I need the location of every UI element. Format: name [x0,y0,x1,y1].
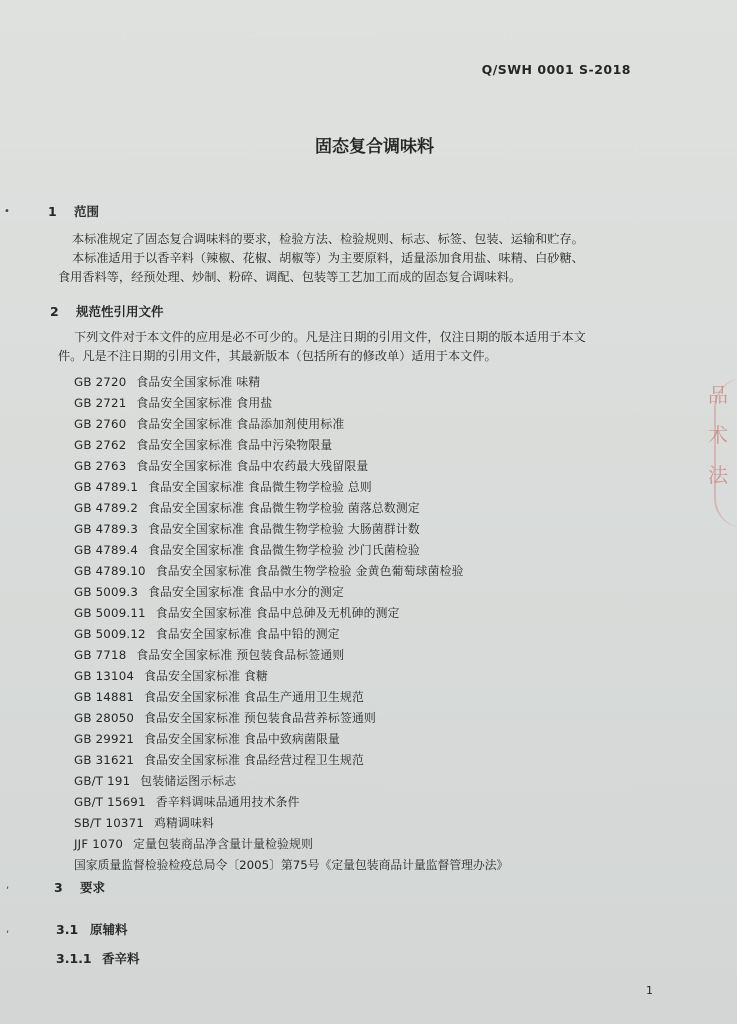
reference-item [74,709,376,726]
reference-name: 食品安全国家标准 食品生产通用卫生规范 [144,690,365,704]
section-number: 1 [48,204,57,219]
reference-name: 食品安全国家标准 食品中致病菌限量 [144,732,341,746]
standard-number: Q/SWH 0001 S-2018 [481,62,631,77]
page-number: 1 [646,984,653,997]
reference-code: GB 2720 [74,375,127,389]
reference-code: GB 4789.3 [74,522,139,536]
reference-name: 食品安全国家标准 食品微生物学检验 沙门氏菌检验 [148,543,420,557]
reference-code: GB 14881 [74,690,135,704]
reference-code: GB 29921 [74,732,135,746]
section-number: 3.1.1 [56,951,92,966]
section-title: 范围 [74,204,100,219]
section-3-1-heading [56,920,128,938]
reference-code: GB 4789.4 [74,543,139,557]
section-title: 香辛料 [102,951,140,966]
section-3-1-1-heading [56,949,140,967]
reference-name: 食品安全国家标准 食品微生物学检验 大肠菌群计数 [148,522,420,536]
reference-code: GB 7718 [74,648,127,662]
reference-name: 食品安全国家标准 食品微生物学检验 金黄色葡萄球菌检验 [155,564,464,578]
reference-name: 食品安全国家标准 食品中总砷及无机砷的测定 [155,606,400,620]
reference-name: 食品安全国家标准 食用盐 [136,396,273,410]
section-number: 3.1 [56,922,79,937]
refs-intro-line-2: 件。凡是不注日期的引用文件，其最新版本（包括所有的修改单）适用于本文件。 [58,349,497,363]
seal-char: 法 [708,463,728,487]
reference-item [74,625,340,642]
reference-code: GB 31621 [74,753,135,767]
reference-item [74,751,364,768]
reference-item [74,394,272,411]
section-title: 原辅料 [90,922,128,937]
reference-item [74,520,420,537]
reference-code: GB 2721 [74,396,127,410]
section-title: 规范性引用文件 [76,304,164,319]
reference-item [74,793,300,810]
reference-code: GB 4789.2 [74,501,139,515]
reference-item [74,646,344,663]
reference-item [74,604,400,621]
reference-item [74,436,332,453]
reference-code: GB 2760 [74,417,127,431]
reference-name: 食品安全国家标准 食品中农药最大残留限量 [136,459,369,473]
reference-code: GB 5009.3 [74,585,139,599]
reference-name: 食品安全国家标准 食品添加剂使用标准 [136,417,345,431]
reference-item [74,415,344,432]
reference-name: 食品安全国家标准 食糖 [144,669,269,683]
reference-name: 食品安全国家标准 食品中污染物限量 [136,438,333,452]
reference-code: GB 4789.1 [74,480,139,494]
reference-item [74,814,214,831]
reference-name: 香辛料调味品通用技术条件 [155,795,300,809]
document-title: 固态复合调味料 [315,137,434,157]
reference-code: GB 5009.11 [74,606,146,620]
reference-name: 包装储运图示标志 [140,774,237,788]
margin-mark: • [4,206,10,217]
reference-name: 鸡精调味料 [154,816,215,830]
reference-item [74,478,372,495]
seal-char: 品 [708,383,728,407]
reference-code: GB 4789.10 [74,564,146,578]
reference-item [74,499,420,516]
reference-item [74,562,464,579]
seal-char: 术 [708,423,728,447]
reference-item [74,457,368,474]
reference-item [74,772,236,789]
section-3-heading [54,878,105,896]
reference-code: JJF 1070 [74,837,124,851]
official-seal [708,375,737,535]
reference-name: 食品安全国家标准 食品微生物学检验 总则 [148,480,372,494]
section-number: 2 [50,304,59,319]
section-title: 要求 [80,880,106,895]
reference-code: GB/T 15691 [74,795,146,809]
reference-code: GB 13104 [74,669,135,683]
reference-item [74,667,268,684]
reference-item [74,541,420,558]
scope-paragraph-2-line-2: 食用香料等，经预处理、炒制、粉碎、调配、包装等工艺加工而成的固态复合调味料。 [58,270,522,284]
reference-name: 食品安全国家标准 食品中铅的测定 [155,627,340,641]
reference-name: 定量包装商品净含量计量检验规则 [133,837,314,851]
section-number: 3 [54,880,63,895]
regulation-reference: 国家质量监督检验检疫总局令〔2005〕第75号《定量包装商品计量监督管理办法》 [74,858,509,872]
margin-mark: , [6,880,10,891]
refs-intro-line-1: 下列文件对于本文件的应用是必不可少的。凡是注日期的引用文件，仅注日期的版本适用于本文 [74,330,586,344]
reference-name: 食品安全国家标准 预包装食品标签通则 [136,648,345,662]
margin-mark: , [6,924,10,935]
reference-code: GB 5009.12 [74,627,146,641]
reference-code: GB 28050 [74,711,135,725]
reference-code: GB 2763 [74,459,127,473]
reference-code: SB/T 10371 [74,816,145,830]
reference-name: 食品安全国家标准 食品中水分的测定 [148,585,344,599]
reference-name: 食品安全国家标准 食品微生物学检验 菌落总数测定 [148,501,420,515]
reference-item [74,583,344,600]
reference-name: 食品安全国家标准 预包装食品营养标签通则 [144,711,377,725]
reference-code: GB 2762 [74,438,127,452]
reference-item [74,688,364,705]
scope-paragraph-1: 本标准规定了固态复合调味料的要求，检验方法、检验规则、标志、标签、包装、运输和贮存。 [72,232,584,246]
reference-name: 食品安全国家标准 味精 [136,375,261,389]
reference-item [74,730,340,747]
reference-item [74,835,313,852]
section-1-heading [48,202,99,220]
reference-code: GB/T 191 [74,774,131,788]
section-2-heading [50,302,164,320]
scope-paragraph-2-line-1: 本标准适用于以香辛料（辣椒、花椒、胡椒等）为主要原料，适量添加食用盐、味精、白砂糖、 [72,251,584,265]
reference-name: 食品安全国家标准 食品经营过程卫生规范 [144,753,365,767]
reference-item [74,373,260,390]
